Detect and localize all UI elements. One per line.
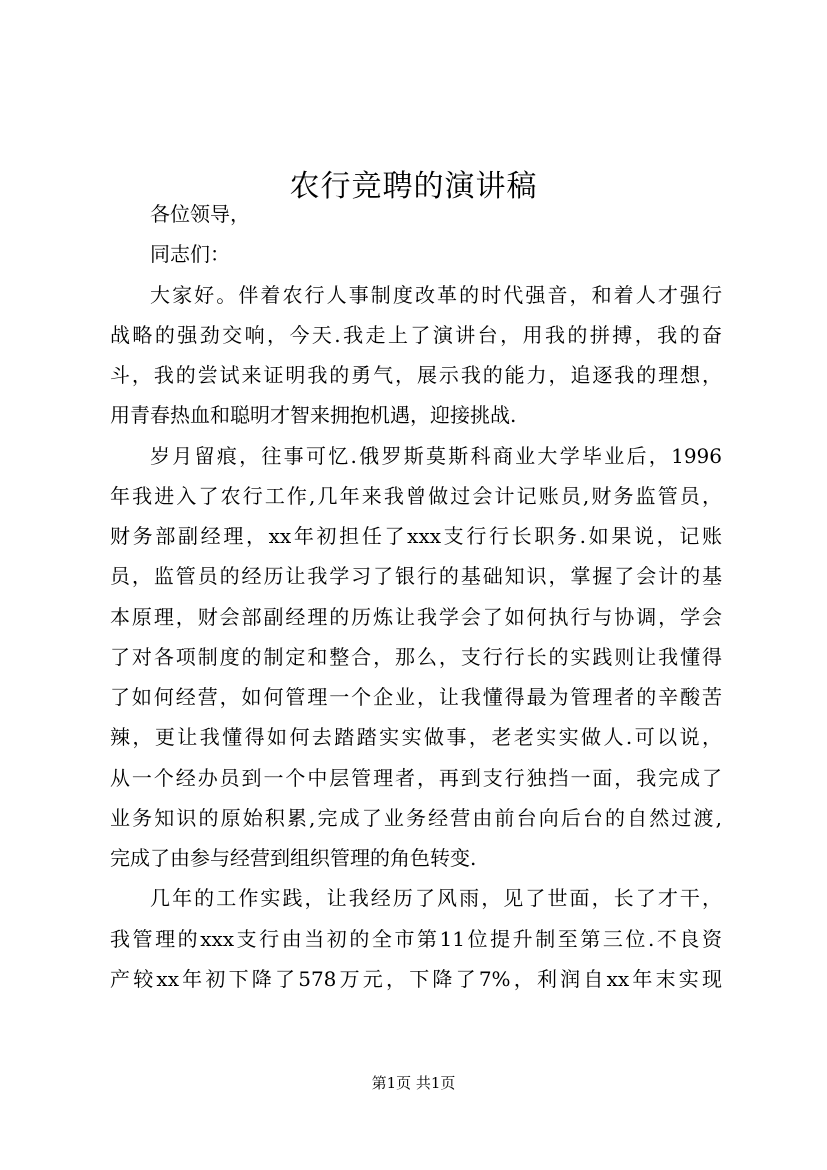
paragraph-line: 了如何经营，如何管理一个企业，让我懂得最为管理者的辛酸苦: [110, 685, 722, 709]
paragraph-line: 完成了由参与经营到组织管理的角色转变.: [110, 846, 477, 870]
paragraph-line: 年我进入了农行工作,几年来我曾做过会计记账员,财务监管员，: [110, 483, 722, 508]
document-body: [110, 194, 722, 999]
paragraph-line: 从一个经办员到一个中层管理者，再到支行独挡一面，我完成了: [110, 765, 722, 790]
salutation-line: 同志们：: [150, 242, 230, 267]
paragraph-line: 了对各项制度的制定和整合，那么，支行行长的实践则让我懂得: [110, 644, 722, 669]
paragraph-line: 业务知识的原始积累,完成了业务经营由前台向后台的自然过渡,: [110, 805, 722, 830]
paragraph-line: 辣，更让我懂得如何去踏踏实实做事，老老实实做人.可以说，: [110, 725, 722, 750]
paragraph-line: 我管理的xxx支行由当初的全市第11位提升制至第三位.不良资: [110, 926, 722, 951]
paragraph-line: 大家好。伴着农行人事制度改革的时代强音，和着人才强行: [150, 282, 722, 307]
paragraph-line: 员，监管员的经历让我学习了银行的基础知识，掌握了会计的基: [110, 564, 722, 589]
paragraph-line: 财务部副经理，xx年初担任了xxx支行行长职务.如果说，记账: [110, 524, 722, 548]
salutation-line: 各位领导，: [150, 202, 250, 226]
page-footer: 第1页 共1页: [371, 1074, 456, 1092]
document-title: 农行竞聘的演讲稿: [289, 169, 538, 205]
paragraph-line: 用青春热血和聪明才智来拥抱机遇，迎接挑战.: [110, 403, 517, 428]
paragraph-line: 战略的强劲交响，今天.我走上了演讲台，用我的拼搏，我的奋: [110, 322, 722, 347]
paragraph-line: 本原理，财会部副经理的历炼让我学会了如何执行与协调，学会: [110, 604, 722, 629]
paragraph-line: 几年的工作实践，让我经历了风雨，见了世面，长了才干，: [150, 886, 722, 911]
paragraph-line: 岁月留痕，往事可忆.俄罗斯莫斯科商业大学毕业后，1996: [150, 443, 722, 468]
paragraph-line: 产较xx年初下降了578万元，下降了7%，利润自xx年末实现: [110, 966, 722, 991]
paragraph-line: 斗，我的尝试来证明我的勇气，展示我的能力，追逐我的理想，: [110, 363, 722, 387]
